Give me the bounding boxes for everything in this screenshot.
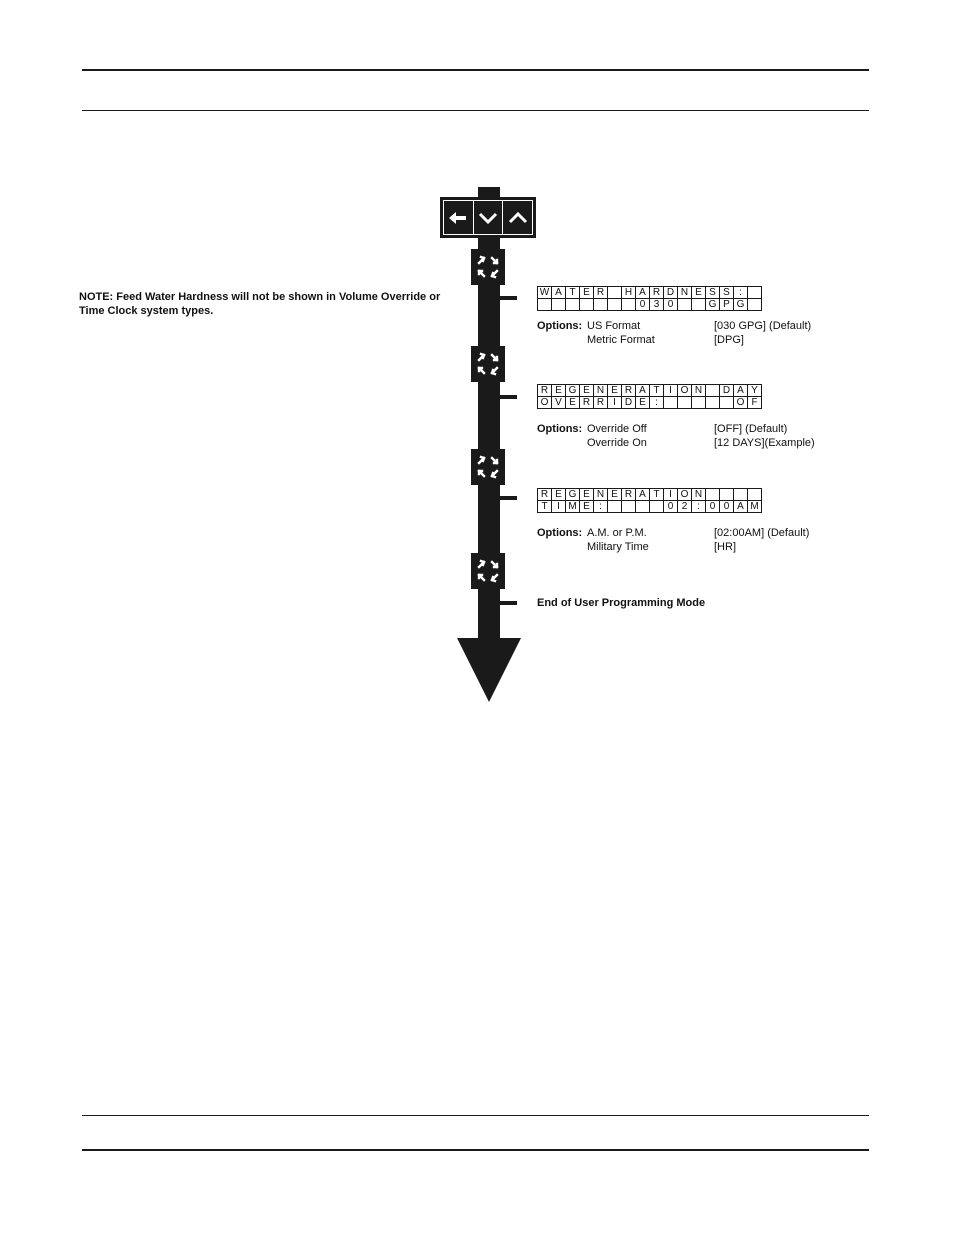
lcd-cell: [692, 397, 706, 409]
lcd-cell: S: [706, 287, 720, 299]
lcd-cell: [748, 287, 762, 299]
lcd-cell: [636, 501, 650, 513]
lcd-cell: T: [566, 287, 580, 299]
lcd-cell: N: [594, 489, 608, 501]
lcd-cell: N: [692, 489, 706, 501]
lcd-cell: [720, 397, 734, 409]
lcd-cell: E: [580, 489, 594, 501]
lcd-cell: [538, 299, 552, 311]
lcd-cell: [706, 489, 720, 501]
lcd-cell: [706, 397, 720, 409]
lcd-cell: D: [720, 385, 734, 397]
lcd-cell: A: [636, 489, 650, 501]
lcd-cell: I: [664, 489, 678, 501]
lcd-cell: E: [608, 385, 622, 397]
footer-rule-top: [82, 1115, 869, 1116]
lcd-cell: [622, 299, 636, 311]
option-value: [030 GPG] (Default): [714, 320, 812, 332]
branch-tick: [498, 395, 517, 399]
lcd-cell: T: [650, 489, 664, 501]
lcd-cell: E: [636, 397, 650, 409]
left-arrow-icon: [444, 201, 474, 234]
lcd-row: [538, 299, 762, 311]
options-block: [537, 526, 877, 554]
options-label: Options:: [537, 423, 583, 435]
lcd-row: [538, 385, 762, 397]
lcd-cell: [678, 397, 692, 409]
lcd-cell: [720, 489, 734, 501]
option-name: Override Off: [587, 423, 647, 435]
lcd-cell: [594, 299, 608, 311]
header-rule-bottom: [82, 110, 869, 111]
lcd-cell: E: [580, 501, 594, 513]
footer-rule-bottom: [82, 1149, 869, 1151]
options-block: [537, 422, 877, 450]
option-name: US Format: [587, 320, 641, 332]
lcd-cell: P: [720, 299, 734, 311]
branch-tick: [498, 296, 517, 300]
lcd-cell: T: [538, 501, 552, 513]
lcd-cell: E: [552, 489, 566, 501]
option-value: [12 DAYS](Example): [714, 437, 815, 449]
lcd-display: [537, 286, 762, 311]
lcd-cell: A: [734, 501, 748, 513]
chevron-up-icon: [503, 201, 532, 234]
lcd-cell: I: [552, 501, 566, 513]
lcd-cell: A: [734, 385, 748, 397]
option-name: A.M. or P.M.: [587, 527, 647, 539]
lcd-cell: O: [538, 397, 552, 409]
lcd-cell: [552, 299, 566, 311]
lcd-cell: T: [650, 385, 664, 397]
lcd-row: [538, 489, 762, 501]
lcd-cell: [678, 299, 692, 311]
lcd-cell: [748, 299, 762, 311]
option-value: [OFF] (Default): [714, 423, 788, 435]
lcd-cell: [608, 299, 622, 311]
cycle-arrows-icon: [471, 449, 505, 485]
lcd-cell: N: [692, 385, 706, 397]
lcd-cell: :: [650, 397, 664, 409]
options-label: Options:: [537, 320, 583, 332]
cycle-arrows-icon: [471, 553, 505, 589]
options-block: [537, 319, 877, 347]
lcd-cell: E: [692, 287, 706, 299]
cycle-arrows-icon: [471, 249, 505, 285]
lcd-cell: [748, 489, 762, 501]
lcd-cell: R: [622, 385, 636, 397]
options-label: Options:: [537, 527, 583, 539]
lcd-cell: 3: [650, 299, 664, 311]
lcd-cell: E: [580, 287, 594, 299]
lcd-cell: R: [538, 489, 552, 501]
down-arrow-icon: [457, 638, 521, 702]
lcd-cell: D: [622, 397, 636, 409]
lcd-cell: G: [566, 385, 580, 397]
option-name: Override On: [587, 437, 647, 449]
lcd-cell: E: [566, 397, 580, 409]
lcd-cell: M: [566, 501, 580, 513]
option-name: Military Time: [587, 541, 649, 553]
branch-tick: [498, 601, 517, 605]
chevron-down-icon: [474, 201, 504, 234]
lcd-cell: O: [678, 385, 692, 397]
lcd-cell: S: [720, 287, 734, 299]
lcd-cell: M: [748, 501, 762, 513]
lcd-cell: [734, 489, 748, 501]
option-value: [02:00AM] (Default): [714, 527, 810, 539]
lcd-cell: :: [594, 501, 608, 513]
lcd-cell: A: [636, 287, 650, 299]
lcd-cell: D: [664, 287, 678, 299]
lcd-cell: R: [580, 397, 594, 409]
lcd-cell: O: [734, 397, 748, 409]
lcd-cell: 0: [664, 299, 678, 311]
lcd-cell: [664, 397, 678, 409]
lcd-cell: [650, 501, 664, 513]
lcd-cell: I: [608, 397, 622, 409]
lcd-cell: 0: [720, 501, 734, 513]
lcd-cell: :: [734, 287, 748, 299]
lcd-cell: N: [678, 287, 692, 299]
lcd-row: [538, 397, 762, 409]
lcd-cell: 0: [664, 501, 678, 513]
lcd-cell: [608, 287, 622, 299]
lcd-cell: O: [678, 489, 692, 501]
lcd-cell: [706, 385, 720, 397]
lcd-cell: [622, 501, 636, 513]
option-name: Metric Format: [587, 334, 655, 346]
lcd-cell: 0: [636, 299, 650, 311]
lcd-cell: I: [664, 385, 678, 397]
header-rule-top: [82, 69, 869, 71]
option-value: [HR]: [714, 541, 736, 553]
lcd-cell: 2: [678, 501, 692, 513]
lcd-cell: A: [552, 287, 566, 299]
lcd-cell: F: [748, 397, 762, 409]
lcd-cell: E: [608, 489, 622, 501]
lcd-cell: Y: [748, 385, 762, 397]
note-text: NOTE: Feed Water Hardness will not be shown in Volume Override or Time Clock system types.: [79, 291, 441, 317]
lcd-cell: 0: [706, 501, 720, 513]
lcd-cell: E: [552, 385, 566, 397]
lcd-cell: R: [650, 287, 664, 299]
lcd-display: [537, 488, 762, 513]
lcd-cell: R: [622, 489, 636, 501]
lcd-cell: [580, 299, 594, 311]
lcd-row: [538, 501, 762, 513]
lcd-cell: W: [538, 287, 552, 299]
branch-tick: [498, 496, 517, 500]
lcd-cell: G: [566, 489, 580, 501]
lcd-cell: A: [636, 385, 650, 397]
lcd-cell: N: [594, 385, 608, 397]
option-value: [DPG]: [714, 334, 744, 346]
end-of-programming-text: End of User Programming Mode: [537, 597, 706, 609]
lcd-row: [538, 287, 762, 299]
lcd-cell: R: [538, 385, 552, 397]
lcd-cell: [566, 299, 580, 311]
lcd-cell: [608, 501, 622, 513]
lcd-cell: [692, 299, 706, 311]
lcd-cell: V: [552, 397, 566, 409]
lcd-display: [537, 384, 762, 409]
lcd-cell: G: [734, 299, 748, 311]
lcd-cell: E: [580, 385, 594, 397]
keypad: [440, 197, 536, 238]
cycle-arrows-icon: [471, 346, 505, 382]
lcd-cell: G: [706, 299, 720, 311]
lcd-cell: R: [594, 287, 608, 299]
lcd-cell: R: [594, 397, 608, 409]
lcd-cell: :: [692, 501, 706, 513]
lcd-cell: H: [622, 287, 636, 299]
